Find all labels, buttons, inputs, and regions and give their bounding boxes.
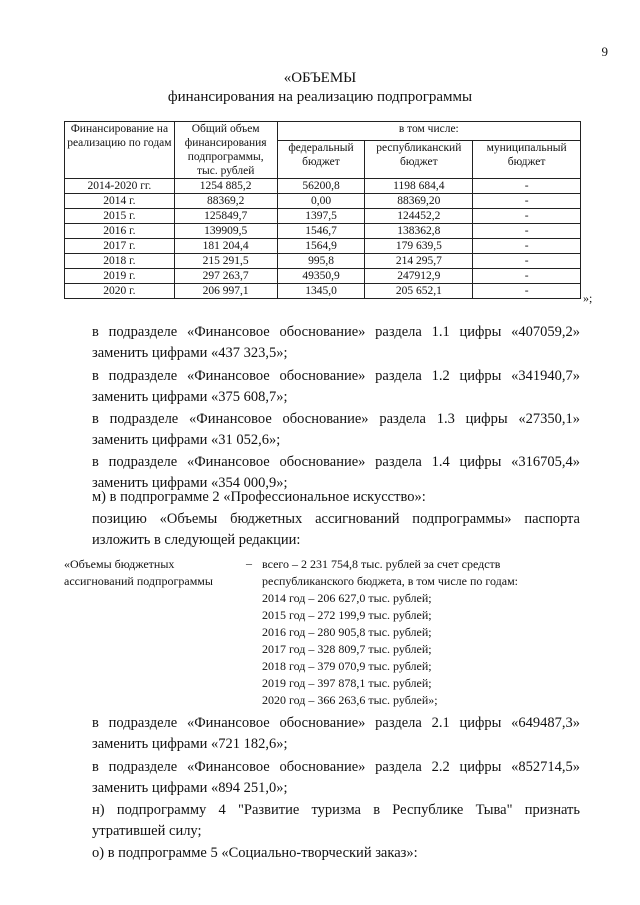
table-cell: -: [473, 224, 581, 239]
table-cell: -: [473, 194, 581, 209]
budget-year-2017: 2017 год – 328 809,7 тыс. рублей;: [262, 642, 432, 656]
paragraph-2: в подразделе «Финансовое обоснование» раздела 1.2 цифры «341940,7» заменить цифрами «375 608,7»;: [92, 368, 580, 405]
table-row: [65, 269, 581, 284]
table-cell: 181 204,4: [174, 239, 277, 254]
table-cell: 1564,9: [277, 239, 365, 254]
table-cell: 2018 г.: [65, 254, 175, 269]
budget-total: всего – 2 231 754,8 тыс. рублей за счет средств республиканского бюджета, в том числе по годам:: [262, 557, 519, 588]
budget-year-2016: 2016 год – 280 905,8 тыс. рублей;: [262, 625, 432, 639]
table-cell: 1546,7: [277, 224, 365, 239]
paragraph-5: м) в подпрограмме 2 «Профессиональное искусство»:: [92, 489, 426, 505]
table-cell: 215 291,5: [174, 254, 277, 269]
table-cell: 138362,8: [365, 224, 473, 239]
table-cell: -: [473, 284, 581, 299]
paragraph-6: позицию «Объемы бюджетных ассигнований подпрограммы» паспорта изложить в следующей редакции:: [92, 511, 580, 548]
budget-dash: –: [246, 556, 252, 570]
table-cell: -: [473, 239, 581, 254]
paragraph-4: в подразделе «Финансовое обоснование» раздела 1.4 цифры «316705,4» заменить цифрами «354 000,9»;: [92, 454, 580, 491]
table-cell: -: [473, 179, 581, 194]
budget-year-2018: 2018 год – 379 070,9 тыс. рублей;: [262, 659, 432, 673]
table-cell: 206 997,1: [174, 284, 277, 299]
table-cell: 88369,2: [174, 194, 277, 209]
table-cell: 2014-2020 гг.: [65, 179, 175, 194]
table-closing-quote: »;: [583, 291, 593, 305]
table-cell: -: [473, 209, 581, 224]
table-cell: 124452,2: [365, 209, 473, 224]
table-cell: 179 639,5: [365, 239, 473, 254]
table-cell: 1345,0: [277, 284, 365, 299]
header-municipal: муниципальный бюджет: [473, 141, 581, 179]
table-cell: 1254 885,2: [174, 179, 277, 194]
header-total: Общий объем финансирования подпрограммы, тыс. рублей: [174, 122, 277, 179]
table-cell: 56200,8: [277, 179, 365, 194]
header-years: Финансирование на реализацию по годам: [65, 122, 175, 179]
table-cell: 2017 г.: [65, 239, 175, 254]
table-cell: 2019 г.: [65, 269, 175, 284]
table-cell: 214 295,7: [365, 254, 473, 269]
budget-year-2019: 2019 год – 397 878,1 тыс. рублей;: [262, 676, 432, 690]
table-row: [65, 224, 581, 239]
header-federal: федеральный бюджет: [277, 141, 365, 179]
table-row: [65, 254, 581, 269]
paragraph-8: в подразделе «Финансовое обоснование» раздела 2.2 цифры «852714,5» заменить цифрами «894 251,0»;: [92, 759, 580, 796]
budget-details: [262, 556, 582, 709]
table-row: [65, 194, 581, 209]
title-line-1: «ОБЪЕМЫ: [283, 70, 357, 86]
table-cell: -: [473, 269, 581, 284]
table-cell: 49350,9: [277, 269, 365, 284]
paragraph-1: в подразделе «Финансовое обоснование» раздела 1.1 цифры «407059,2» заменить цифрами «437 323,5»;: [92, 324, 580, 361]
table-cell: 2020 г.: [65, 284, 175, 299]
budget-label: «Объемы бюджетных ассигнований подпрограммы: [64, 557, 213, 588]
table-cell: 139909,5: [174, 224, 277, 239]
financing-table: [64, 121, 581, 299]
page-number: 9: [601, 44, 608, 59]
table-row: [65, 239, 581, 254]
table-cell: 297 263,7: [174, 269, 277, 284]
table-cell: 205 652,1: [365, 284, 473, 299]
paragraph-3: в подразделе «Финансовое обоснование» раздела 1.3 цифры «27350,1» заменить цифрами «31 052,6»;: [92, 411, 580, 448]
table-cell: 0,00: [277, 194, 365, 209]
budget-year-2014: 2014 год – 206 627,0 тыс. рублей;: [262, 591, 432, 605]
table-cell: 1198 684,4: [365, 179, 473, 194]
table-cell: 247912,9: [365, 269, 473, 284]
table-cell: -: [473, 254, 581, 269]
table-cell: 125849,7: [174, 209, 277, 224]
table-cell: 2016 г.: [65, 224, 175, 239]
header-republican: республиканский бюджет: [365, 141, 473, 179]
table-cell: 2015 г.: [65, 209, 175, 224]
header-including: в том числе:: [277, 122, 580, 141]
paragraph-10: о) в подпрограмме 5 «Социально-творческий заказ»:: [92, 845, 418, 861]
table-row: [65, 284, 581, 299]
title-line-2: финансирования на реализацию подпрограммы: [167, 89, 473, 105]
budget-year-2020: 2020 год – 366 263,6 тыс. рублей»;: [262, 693, 438, 707]
table-row: [65, 179, 581, 194]
budget-year-2015: 2015 год – 272 199,9 тыс. рублей;: [262, 608, 432, 622]
table-row: [65, 209, 581, 224]
table-cell: 1397,5: [277, 209, 365, 224]
paragraph-7: в подразделе «Финансовое обоснование» раздела 2.1 цифры «649487,3» заменить цифрами «721 182,6»;: [92, 715, 580, 752]
table-cell: 2014 г.: [65, 194, 175, 209]
table-cell: 88369,20: [365, 194, 473, 209]
paragraph-9: н) подпрограмму 4 "Развитие туризма в Республике Тыва" признать утратившей силу;: [92, 802, 580, 839]
table-cell: 995,8: [277, 254, 365, 269]
